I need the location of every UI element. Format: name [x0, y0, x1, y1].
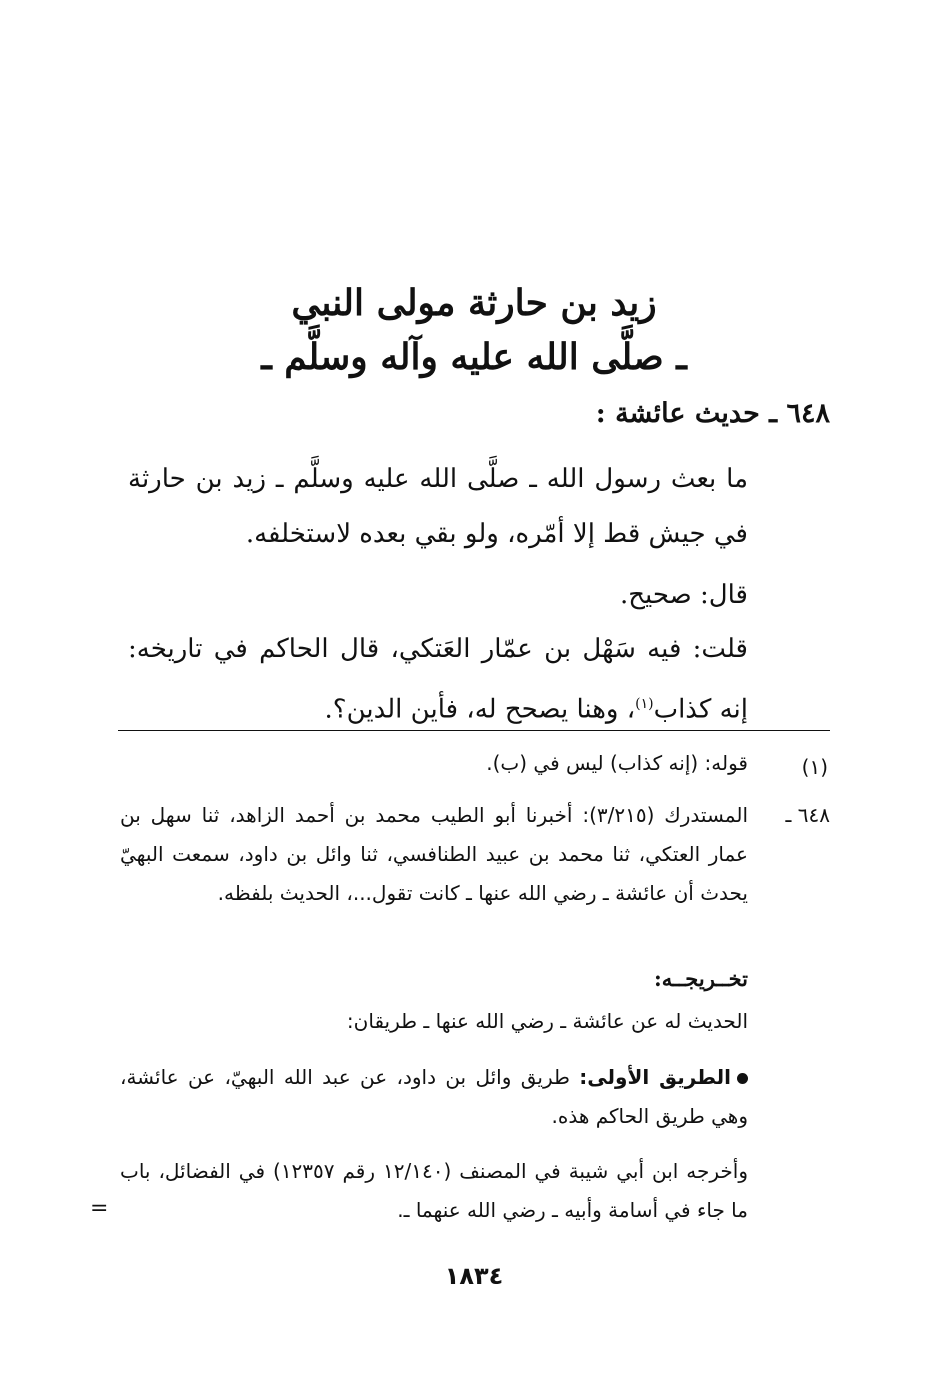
ibn-abi-shaybah-note: وأخرجه ابن أبي شيبة في المصنف (١٢/١٤٠ رقم ١٢٣٥٧) في الفضائل، باب ما جاء في أسامة وأبيه ـ رضي الله عنهما ـ.: [120, 1159, 748, 1222]
first-route: [120, 1058, 748, 1136]
author-comment-end: ، وهنا يصحح له، فأين الدين؟.: [324, 694, 636, 725]
takhrij-heading: تخــريجــه:: [653, 966, 748, 991]
source-text: المستدرك (٣/٢١٥): أخبرنا أبو الطيب محمد بن أحمد الزاهد، ثنا سهل بن عمار العتكي، ثنا محمد بن عبيد الطنافسي، ثنا وائل بن داود، سمعت البهيّ يحدث أن عائشة ـ رضي الله عنها ـ كانت تقول...، الحديث بلفظه.: [120, 803, 748, 905]
first-route-label: الطريق الأولى:: [579, 1065, 731, 1089]
first-route-text: طريق وائل بن داود، عن عبد الله البهيّ، عن عائشة، وهي طريق الحاكم هذه.: [120, 1065, 748, 1128]
source-number: ٦٤٨ ـ: [785, 803, 830, 827]
page-number: ١٨٣٤: [444, 1262, 504, 1290]
hadith-text: ما بعث رسول الله ـ صلَّى الله عليه وسلَّم ـ زيد بن حارثة في جيش قط إلا أمّره، ولو بقي بعده لاستخلفه.: [128, 464, 748, 549]
author-comment: [128, 622, 748, 738]
hadith-heading: ٦٤٨ ـ حديث عائشة :: [595, 398, 830, 429]
footnote-divider: [118, 730, 830, 731]
footnote-ref: (١): [635, 696, 654, 712]
footnote-marker: (١): [801, 755, 828, 779]
footnote-text: قوله: (إنه كذاب) ليس في (ب).: [486, 751, 748, 775]
continuation-mark: =: [90, 1196, 109, 1221]
hakim-verdict: قال: صحيح.: [619, 580, 748, 610]
bullet-icon: [737, 1073, 748, 1084]
chapter-title-salawat: ـ صلَّى الله عليه وآله وسلَّم ـ: [261, 336, 687, 378]
takhrij-intro: الحديث له عن عائشة ـ رضي الله عنها ـ طريقان:: [346, 1009, 748, 1033]
author-comment-text: قلت: فيه سَهْل بن عمّار العَتكي، قال الحاكم في تاريخه: إنه كذاب: [128, 634, 748, 725]
chapter-title: زيد بن حارثة مولى النبي: [291, 282, 657, 324]
